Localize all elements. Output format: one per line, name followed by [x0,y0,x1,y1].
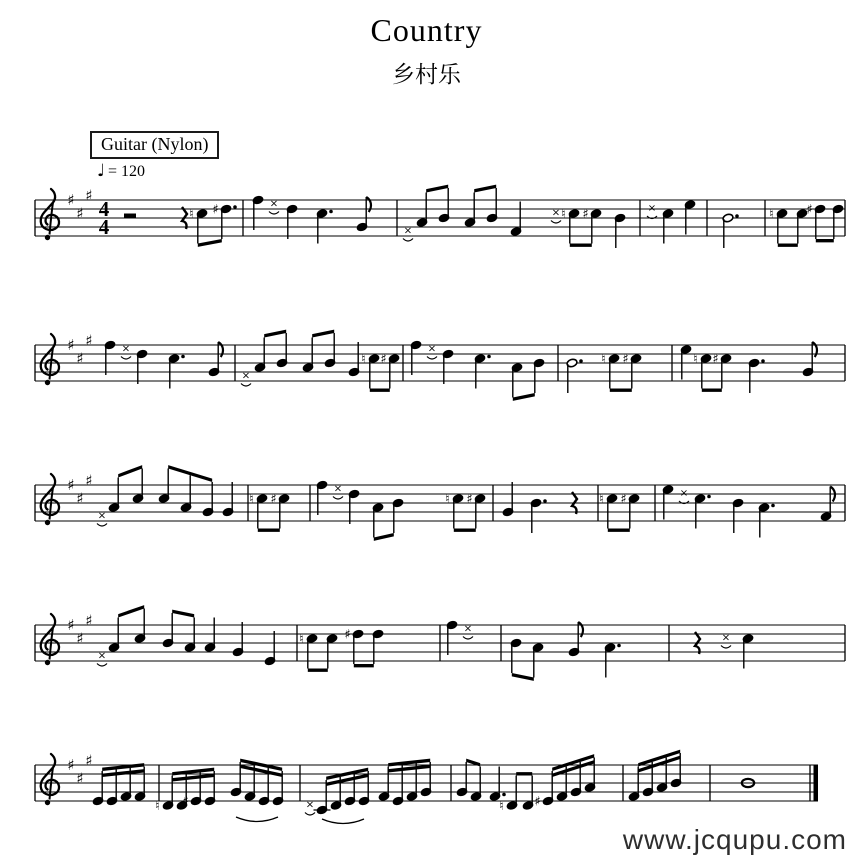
svg-text:♯: ♯ [67,476,75,494]
svg-text:♯: ♯ [76,629,84,648]
svg-text:♯: ♯ [380,352,387,367]
svg-text:♯: ♯ [270,492,277,507]
svg-text:×: × [721,632,731,644]
svg-text:♯: ♯ [67,336,75,354]
svg-text:♯: ♯ [76,489,84,508]
svg-text:×: × [551,207,561,219]
svg-text:♮: ♮ [561,207,566,222]
svg-text:♯: ♯ [67,616,75,634]
svg-text:♯: ♯ [534,794,541,810]
svg-text:♮: ♮ [693,352,698,367]
svg-text:×: × [427,343,437,355]
svg-text:♮: ♮ [599,492,604,507]
svg-text:♯: ♯ [212,202,219,218]
page-title: Country [370,12,483,48]
svg-text:♮: ♮ [499,799,504,814]
svg-text:×: × [241,370,251,382]
instrument-label: Guitar (Nylon) [90,131,219,159]
svg-text:×: × [403,225,413,237]
svg-text:♮: ♮ [155,799,160,814]
svg-text:♯: ♯ [67,191,75,209]
svg-text:4: 4 [98,197,110,221]
svg-text:♯: ♯ [344,627,351,643]
svg-text:♯: ♯ [620,492,627,507]
svg-text:♮: ♮ [299,632,304,647]
svg-text:♮: ♮ [361,352,366,367]
svg-text:×: × [305,799,315,811]
watermark-url: www.jcqupu.com [622,824,847,855]
svg-text:♯: ♯ [85,471,93,490]
svg-text:4: 4 [98,215,110,239]
svg-text:×: × [679,488,689,499]
svg-text:♮: ♮ [189,207,194,222]
svg-text:♯: ♯ [85,751,93,770]
svg-text:×: × [269,198,279,210]
svg-text:♮: ♮ [601,352,606,367]
svg-text:×: × [121,343,131,355]
svg-text:♯: ♯ [582,207,589,222]
svg-text:♯: ♯ [182,794,189,810]
svg-text:♯: ♯ [85,331,93,350]
svg-text:♮: ♮ [445,492,450,507]
tempo-marking [97,161,145,181]
svg-text:×: × [647,203,657,214]
svg-text:♯: ♯ [76,204,84,223]
svg-text:♯: ♯ [76,349,84,368]
svg-text:♮: ♮ [249,492,254,507]
svg-text:♯: ♯ [76,769,84,788]
svg-text:♯: ♯ [67,756,75,774]
svg-text:♯: ♯ [85,186,93,205]
svg-text:♯: ♯ [466,492,473,507]
svg-text:×: × [97,510,107,522]
svg-text:×: × [97,650,107,662]
svg-text:♯: ♯ [85,611,93,630]
svg-text:♯: ♯ [806,202,813,218]
svg-text:♮: ♮ [769,207,774,222]
page-subtitle: 乡村乐 [392,62,461,87]
svg-text:♯: ♯ [712,352,719,367]
svg-text:×: × [463,623,473,635]
quarter-note-icon: ♩ [97,161,106,181]
svg-text:♯: ♯ [622,352,629,367]
svg-text:×: × [333,483,343,495]
tempo-value: = 120 [108,163,146,180]
